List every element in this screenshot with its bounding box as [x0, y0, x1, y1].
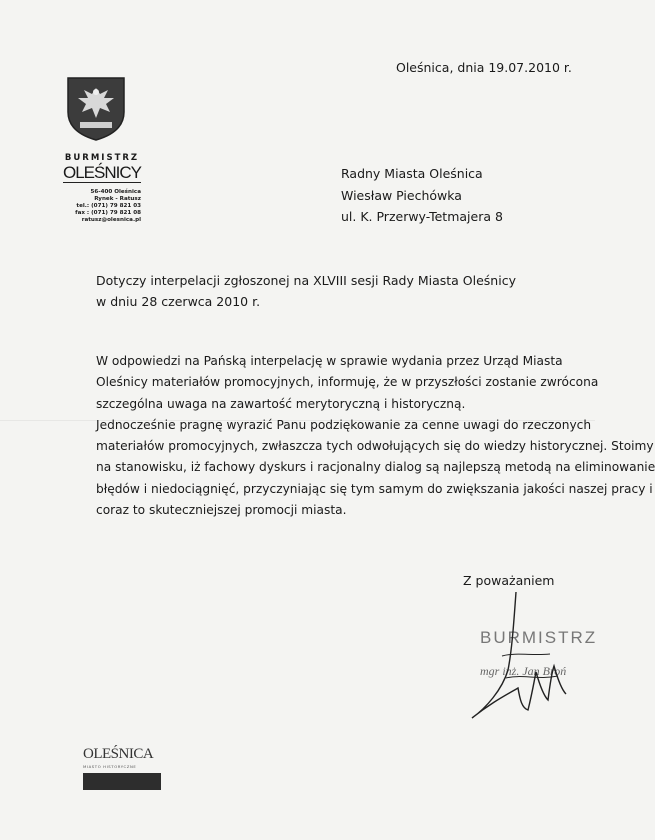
letterhead-title: BURMISTRZ	[64, 153, 140, 163]
body-line: materiałów promocyjnych, zwłaszcza tych odwołujących się do wiedzy historycznej. Stoimy	[96, 439, 654, 454]
body-line: szczególna uwaga na zawartość merytoryczną i historyczną.	[96, 396, 466, 411]
body-paragraph	[96, 351, 599, 415]
coat-of-arms-icon	[64, 76, 128, 142]
body-line: W odpowiedzi na Pańską interpelację w sprawie wydania przez Urząd Miasta	[96, 354, 563, 368]
body-line: błędów i niedociągnięć, przyczyniając się tym samym do zwiększania jakości naszej pracy i	[96, 481, 653, 496]
paper-fold	[0, 420, 595, 421]
letter-body	[96, 351, 655, 521]
contact-email: ratusz@olesnica.pl	[81, 217, 141, 223]
letterhead	[57, 153, 147, 224]
letterhead-contact	[57, 189, 147, 224]
subject-line: Dotyczy interpelacji zgłoszonej na XLVIII sesji Rady Miasta Oleśnicy	[96, 273, 516, 288]
stamp-name: mgr inż. Jan Broń	[480, 664, 567, 678]
letterhead-city: OLEŚNICY	[63, 163, 141, 182]
footer-logo-tagline: MIASTO HISTORYCZNE	[83, 764, 137, 769]
addressee-line: Radny Miasta Oleśnica	[341, 166, 483, 181]
footer-logo-city: OLEŚNICA	[83, 746, 154, 762]
contact-line: tel.: (071) 79 821 03	[76, 203, 141, 209]
subject-line: w dniu 28 czerwca 2010 r.	[96, 294, 261, 309]
contact-line: 56-400 Oleśnica	[90, 189, 141, 195]
body-paragraph	[96, 415, 655, 521]
footer-logo	[83, 746, 163, 790]
letter-date: Oleśnica, dnia 19.07.2010 r.	[396, 60, 572, 75]
addressee-line: ul. K. Przerwy-Tetmajera 8	[341, 209, 503, 224]
stamp-title: BURMISTRZ	[480, 628, 598, 647]
handwritten-signature-icon	[462, 590, 572, 725]
body-line: Oleśnicy materiałów promocyjnych, informuję, że w przyszłości zostanie zwrócona	[96, 375, 599, 390]
addressee-line: Wiesław Piechówka	[341, 187, 462, 203]
body-line: coraz to skuteczniejszej promocji miasta.	[96, 503, 347, 518]
body-line: na stanowisku, iż fachowy dyskurs i racjonalny dialog są najlepszą metodą na eliminowanie	[96, 460, 655, 475]
footer-logo-bar	[83, 773, 161, 790]
contact-line: Rynek - Ratusz	[94, 196, 141, 202]
body-line: Jednocześnie pragnę wyrazić Panu podziękowanie za cenne uwagi do rzeczonych	[96, 417, 592, 432]
contact-line: fax : (071) 79 821 08	[75, 210, 141, 216]
closing-salutation: Z poważaniem	[463, 573, 555, 588]
addressee-block	[341, 163, 503, 228]
subject-block	[96, 270, 516, 312]
